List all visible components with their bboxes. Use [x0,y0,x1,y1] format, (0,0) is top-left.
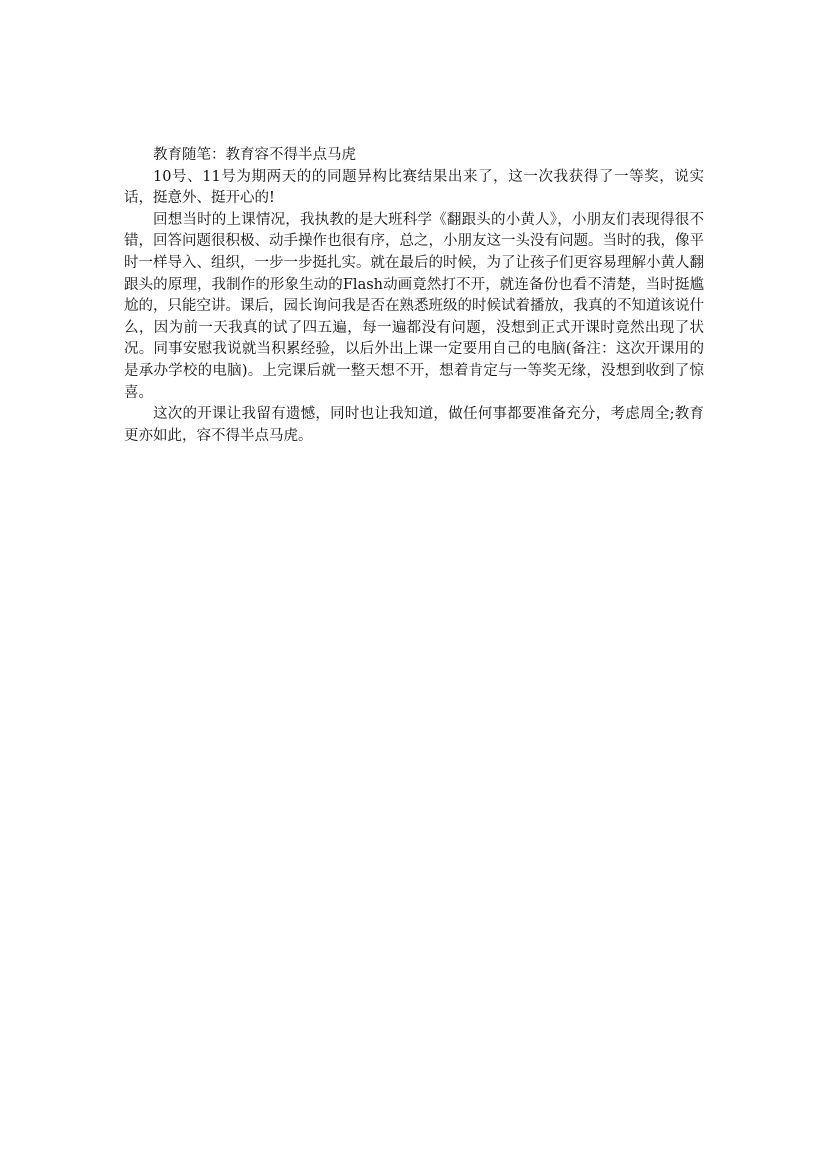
paragraph-reflection: 这次的开课让我留有遗憾，同时也让我知道，做任何事都要准备充分，考虑周全;教育更亦如此，容不得半点马虎。 [124,406,704,444]
paragraph-recollection: 回想当时的上课情况，我执教的是大班科学《翻跟头的小黄人》，小朋友们表现得很不错，回答问题很积极、动手操作也很有序，总之，小朋友这一头没有问题。当时的我，像平时一样导入、组织，一步一步挺扎实。就在最后的时候，为了让孩子们更容易理解小黄人翻跟头的原理，我制作的形象生动的Flash动画竟然打不开，就连备份也看不清楚，当时挺尴尬的，只能空讲。课后，园长询问我是否在熟悉班级的时候试着播放，我真的不知道该说什么，因为前一天我真的试了四五遍，每一遍都没有问题，没想到正式开课时竟然出现了状况。同事安慰我说就当积累经验，以后外出上课一定要用自己的电脑(备注：这次开课用的是承办学校的电脑)。上完课后就一整天想不开，想着肯定与一等奖无缘，没想到收到了惊喜。 [124,211,704,401]
document-title: 教育随笔：教育容不得半点马虎 [153,147,356,163]
paragraph-result: 10号、11号为期两天的的同题异构比赛结果出来了，这一次我获得了一等奖，说实话，挺意外、挺开心的! [124,168,704,207]
document-body [124,145,704,447]
